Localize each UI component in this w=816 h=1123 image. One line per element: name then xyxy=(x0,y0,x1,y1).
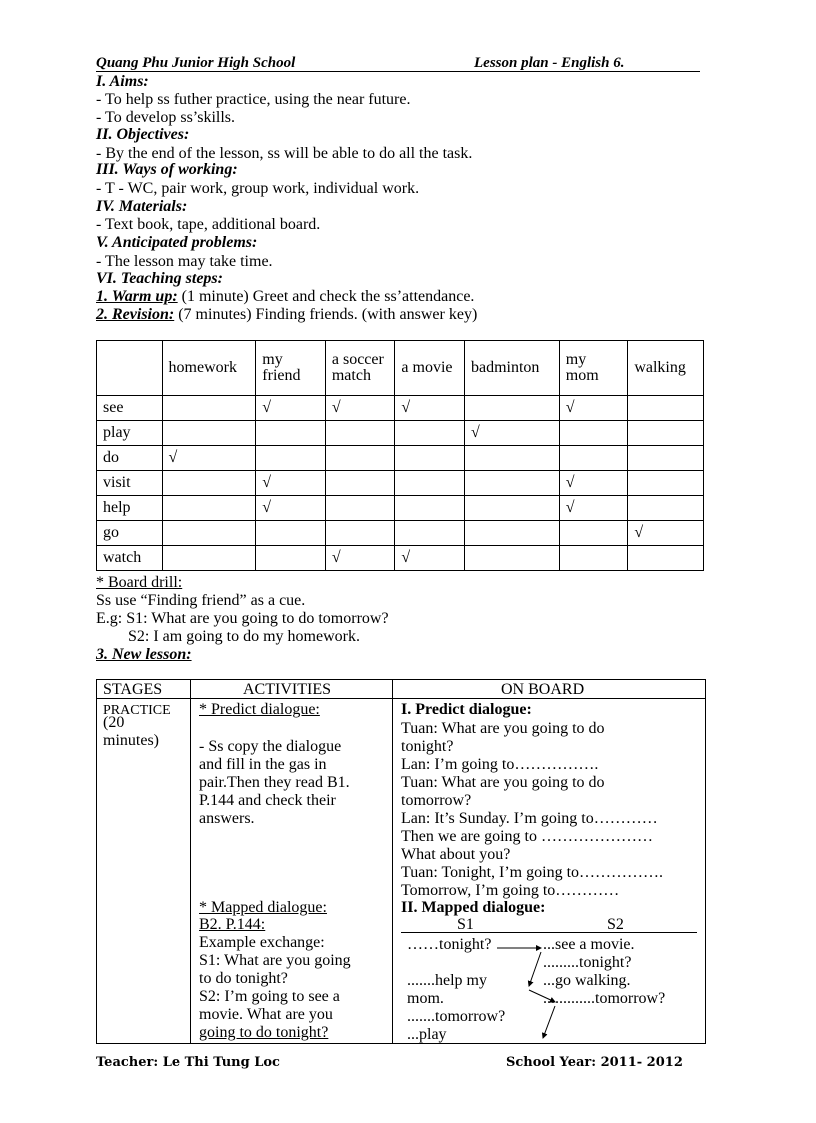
board-predict-line: Lan: I’m going to……………. xyxy=(401,756,599,773)
steps-heading: VI. Teaching steps: xyxy=(96,270,223,287)
board-predict-line: Tuan: What are you going to do xyxy=(401,774,605,791)
mapped-activity-ref: B2. P.144: xyxy=(199,916,266,933)
grid-mark xyxy=(256,421,326,446)
grid-mark xyxy=(162,521,256,546)
predict-activity-heading: * Predict dialogue: xyxy=(199,701,320,718)
grid-col-header: a movie xyxy=(395,341,465,396)
grid-row xyxy=(97,496,704,521)
stage-time: (20 minutes) xyxy=(103,714,159,749)
mapped-activity-line: movie. What are you xyxy=(199,1006,333,1023)
grid-mark xyxy=(162,546,256,571)
s1-line: ……tonight? xyxy=(407,936,492,953)
grid-mark xyxy=(162,421,256,446)
grid-mark xyxy=(395,471,465,496)
grid-mark xyxy=(325,496,395,521)
objectives-text: - By the end of the lesson, ss will be able to do all the task. xyxy=(96,145,473,162)
grid-mark: √ xyxy=(162,446,256,471)
board-drill-line-1: Ss use “Finding friend” as a cue. xyxy=(96,592,306,609)
grid-col-header: homework xyxy=(162,341,256,396)
revision-text: (7 minutes) Finding friends. (with answer key) xyxy=(178,306,478,323)
grid-row xyxy=(97,546,704,571)
grid-mark xyxy=(464,396,559,421)
materials-text: - Text book, tape, additional board. xyxy=(96,216,321,233)
grid-mark xyxy=(628,546,704,571)
grid-mark xyxy=(325,521,395,546)
board-predict-heading: I. Predict dialogue: xyxy=(401,701,532,718)
mapped-activity-line: to do tonight? xyxy=(199,970,288,987)
warmup-label: 1. Warm up: xyxy=(96,288,178,305)
grid-mark xyxy=(559,446,628,471)
grid-col-header: a soccer match xyxy=(325,341,395,396)
school-year: School Year: 2011- 2012 xyxy=(506,1055,683,1070)
s2-line: ...see a movie. xyxy=(543,936,635,953)
grid-mark xyxy=(325,471,395,496)
grid-row xyxy=(97,471,704,496)
grid-mark xyxy=(628,496,704,521)
revision-label: 2. Revision: xyxy=(96,306,175,323)
board-predict-line: Then we are going to ………………… xyxy=(401,828,653,845)
predict-activity-line: and fill in the gas in xyxy=(199,756,327,773)
mapped-activity-heading: * Mapped dialogue: xyxy=(199,899,327,916)
grid-mark: √ xyxy=(325,546,395,571)
board-predict-line: Tuan: What are you going to do xyxy=(401,720,605,737)
grid-col-header: my friend xyxy=(256,341,326,396)
grid-mark xyxy=(162,496,256,521)
grid-row xyxy=(97,521,704,546)
grid-mark xyxy=(559,546,628,571)
grid-mark xyxy=(256,546,326,571)
grid-mark: √ xyxy=(628,521,704,546)
stages-header: STAGES xyxy=(103,681,163,698)
grid-mark xyxy=(395,446,465,471)
board-predict-line: Tomorrow, I’m going to………… xyxy=(401,882,620,899)
board-predict-line: What about you? xyxy=(401,846,511,863)
s2-line: .........tonight? xyxy=(543,954,632,971)
mapped-activity-line: S1: What are you going xyxy=(199,952,351,969)
s1-line: .......help my xyxy=(407,972,487,989)
activities-header: ACTIVITIES xyxy=(243,681,331,698)
ways-text: - T - WC, pair work, group work, individual work. xyxy=(96,180,420,197)
grid-mark: √ xyxy=(395,546,465,571)
grid-mark xyxy=(395,521,465,546)
grid-mark: √ xyxy=(464,421,559,446)
finding-friends-table xyxy=(96,340,704,571)
grid-header-row xyxy=(97,341,704,396)
s2-line: ...go walking. xyxy=(543,972,631,989)
grid-mark xyxy=(628,446,704,471)
aims-item-1: - To help ss futher practice, using the near future. xyxy=(96,91,411,108)
teacher-name: Teacher: Le Thi Tung Loc xyxy=(96,1055,280,1070)
arrow xyxy=(529,990,555,1002)
materials-heading: IV. Materials: xyxy=(96,198,188,215)
grid-mark xyxy=(162,471,256,496)
s1-line: ...play xyxy=(407,1026,447,1043)
revision-line xyxy=(96,306,477,323)
grid-verb: play xyxy=(97,421,163,446)
grid-mark xyxy=(464,496,559,521)
problems-heading: V. Anticipated problems: xyxy=(96,234,258,251)
grid-mark xyxy=(464,521,559,546)
s1-line: mom. xyxy=(407,990,444,1007)
grid-mark: √ xyxy=(256,496,326,521)
grid-mark: √ xyxy=(256,396,326,421)
board-predict-line: Tuan: Tonight, I’m going to……………. xyxy=(401,864,664,881)
grid-corner-cell xyxy=(97,341,163,396)
grid-row xyxy=(97,421,704,446)
new-lesson-heading: 3. New lesson: xyxy=(96,646,192,663)
on-board-header: ON BOARD xyxy=(501,681,585,698)
grid-mark xyxy=(559,521,628,546)
school-name: Quang Phu Junior High School xyxy=(96,55,296,71)
grid-mark xyxy=(464,446,559,471)
board-drill-line-3: S2: I am going to do my homework. xyxy=(128,628,360,645)
grid-verb: watch xyxy=(97,546,163,571)
grid-mark xyxy=(325,421,395,446)
stage-label: PRACTICE xyxy=(103,703,171,718)
warmup-text: (1 minute) Greet and check the ss’attendance. xyxy=(181,288,475,305)
grid-mark xyxy=(162,396,256,421)
aims-item-2: - To develop ss’skills. xyxy=(96,109,236,126)
grid-mark xyxy=(256,521,326,546)
objectives-heading: II. Objectives: xyxy=(96,126,190,143)
grid-mark xyxy=(559,421,628,446)
grid-mark xyxy=(628,421,704,446)
grid-mark: √ xyxy=(559,496,628,521)
grid-mark xyxy=(628,471,704,496)
board-predict-line: tonight? xyxy=(401,738,454,755)
s1-line: .......tomorrow? xyxy=(407,1008,506,1025)
grid-mark: √ xyxy=(325,396,395,421)
s2-line: .............tomorrow? xyxy=(543,990,666,1007)
grid-col-header: my mom xyxy=(559,341,628,396)
mapped-activity-line: Example exchange: xyxy=(199,934,325,951)
board-drill-line-2: E.g: S1: What are you going to do tomorrow? xyxy=(96,610,389,627)
grid-verb: visit xyxy=(97,471,163,496)
predict-activity-line: answers. xyxy=(199,810,255,827)
board-drill-heading: * Board drill: xyxy=(96,574,183,591)
board-mapped-heading: II. Mapped dialogue: xyxy=(401,899,546,916)
grid-row xyxy=(97,396,704,421)
grid-verb: see xyxy=(97,396,163,421)
mapped-activity-line: going to do tonight? xyxy=(199,1024,329,1041)
grid-mark: √ xyxy=(395,396,465,421)
grid-col-header: walking xyxy=(628,341,704,396)
board-predict-line: tomorrow? xyxy=(401,792,472,809)
grid-mark: √ xyxy=(559,471,628,496)
predict-activity-line: - Ss copy the dialogue xyxy=(199,738,342,755)
grid-verb: go xyxy=(97,521,163,546)
grid-row xyxy=(97,446,704,471)
grid-mark xyxy=(256,446,326,471)
grid-mark: √ xyxy=(559,396,628,421)
grid-mark xyxy=(395,421,465,446)
grid-mark xyxy=(325,446,395,471)
aims-heading: I. Aims: xyxy=(96,73,149,90)
predict-activity-line: P.144 and check their xyxy=(199,792,336,809)
grid-mark xyxy=(395,496,465,521)
problems-text: - The lesson may take time. xyxy=(96,253,273,270)
warmup-line xyxy=(96,288,474,305)
mapping-arrows xyxy=(97,680,703,1042)
grid-verb: help xyxy=(97,496,163,521)
grid-mark xyxy=(464,471,559,496)
header-rule xyxy=(96,71,700,72)
mapped-activity-line: S2: I’m going to see a xyxy=(199,988,340,1005)
s1-label: S1 xyxy=(457,916,474,933)
predict-activity-line: pair.Then they read B1. xyxy=(199,774,350,791)
s2-label: S2 xyxy=(607,916,624,933)
arrow xyxy=(543,1006,555,1038)
grid-verb: do xyxy=(97,446,163,471)
grid-mark xyxy=(628,396,704,421)
lesson-plan-table xyxy=(96,679,706,1044)
grid-col-header: badminton xyxy=(464,341,559,396)
plan-title: Lesson plan - English 6. xyxy=(474,55,625,71)
board-predict-line: Lan: It’s Sunday. I’m going to………… xyxy=(401,810,658,827)
ways-heading: III. Ways of working: xyxy=(96,161,238,178)
grid-mark xyxy=(464,546,559,571)
grid-mark: √ xyxy=(256,471,326,496)
arrow xyxy=(529,952,541,986)
